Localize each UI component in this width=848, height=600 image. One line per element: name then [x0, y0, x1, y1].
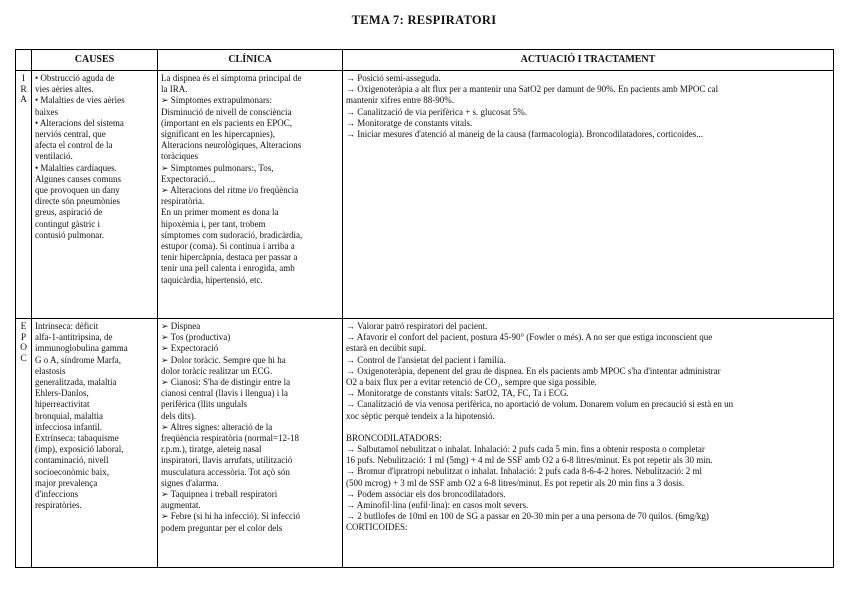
header-clinica: CLÍNICA [158, 50, 343, 71]
cell-actuacio [343, 319, 834, 568]
clinica-line: dolor toràcic realitzar un ECG. [161, 365, 273, 376]
causes-line: bronquial, malaltia [35, 410, 103, 421]
actuacio-line: → Monitoratge de constants vitals. [346, 117, 473, 128]
actuacio-line: → Canalització de via venosa perifèrica, no aportació de volum. Donarem volum en precaució si està en un [346, 399, 734, 410]
actuacio-line: CORTICOIDES: [346, 522, 408, 533]
row-code-letter: C [20, 353, 27, 364]
causes-line: nerviós central, que [35, 129, 106, 140]
row-code-letter: P [20, 332, 27, 343]
actuacio-line: → Valorar patró respiratori del pacient. [346, 321, 488, 331]
causes-line: • Malalties cardíaques. [35, 162, 117, 173]
actuacio-line: → Aminofil·lina (eufil·lina): en casos molt severs. [346, 500, 529, 511]
clinica-line: ➢ Símptomes pulmonars:, Tos, [161, 162, 274, 173]
clinica-line: ➢ Alteracions del ritme i/o freqüència [161, 185, 299, 196]
clinica-line: toràciques [161, 151, 198, 162]
actuacio-line: 16 pufs. Nebulització: 1 ml (5mg) + 4 ml de SSF amb O2 a 6-8 litres/minut. Es pot repetir als 30 min. [346, 455, 713, 466]
row-code [16, 319, 32, 568]
causes-line: contusió pulmonar. [35, 229, 104, 240]
actuacio-line: → Oxigenoteràpia a alt flux per a mantenir una SatO2 per damunt de 90%. En pacients amb MPOC cal [346, 84, 719, 95]
causes-line: contingut gàstric i [35, 218, 100, 229]
causes-line: que provoquen un dany [35, 185, 120, 196]
clinica-line: augmentat. [161, 500, 201, 511]
causes-line: Extrínseca: tabaquisme [35, 433, 119, 444]
clinica-line: Alteracions neurològiques, Alteracions [161, 140, 302, 151]
cell-clinica [158, 319, 343, 568]
clinica-line: hipoxèmia i, per tant, trobem [161, 218, 266, 229]
cell-clinica [158, 71, 343, 319]
causes-line: greus, aspiració de [35, 207, 103, 218]
clinica-line: tenir hipercàpnia, destaca per passar a [161, 252, 298, 263]
causes-line: respiratòries. [35, 500, 82, 511]
cell-causes [32, 71, 158, 319]
clinica-line: Disminució de nivell de consciència [161, 106, 292, 117]
clinica-line: ➢ Cianosi: S'ha de distingir entre la [161, 377, 291, 388]
table-row [16, 71, 834, 319]
clinica-line: ➢ Tos (productiva) [161, 332, 231, 343]
actuacio-line: estarà en decúbit supí. [346, 343, 426, 354]
clinica-line: la IRA. [161, 84, 188, 95]
header-row [16, 50, 834, 71]
actuacio-line [346, 422, 831, 433]
clinica-line: ➢ Febre (si hi ha infecció). Si infecció [161, 511, 300, 522]
causes-line: immunoglobulina gamma [35, 343, 128, 354]
actuacio-line: → Control de l'ansietat del pacient i família. [346, 354, 506, 365]
treatment-table [15, 49, 834, 568]
actuacio-line: (500 mcrog) + 3 ml de SSF amb O2 a 6-8 litres/minut. Es pot repetir als 20 min fins a 3 dosis. [346, 477, 685, 488]
causes-line: generalitzada, malaltia [35, 377, 117, 388]
causes-line: major prevalença [35, 477, 98, 488]
actuacio-line: mantenir xifres entre 88-90%. [346, 95, 454, 106]
causes-line: • Malalties de vies aèries [35, 95, 125, 106]
causes-line: infecciosa infantil. [35, 421, 102, 432]
row-code-letter: I [21, 74, 26, 84]
actuacio-line: → Afavorir el confort del pacient, postura 45-90° (Fowler o més). A no ser que estiga inconscient que [346, 332, 713, 343]
clinica-line: ➢ Dolor toràcic. Sempre que hi ha [161, 354, 286, 365]
causes-line: alfa-1-antitripsina, de [35, 332, 113, 343]
clinica-line: ➢ Dispnea [161, 321, 201, 331]
clinica-line: Expectoració... [161, 173, 216, 184]
row-code-letter: E [20, 322, 27, 332]
actuacio-line: → Iniciar mesures d'atenció al maneig de la causa (farmacologia). Broncodilatadores, corticoides... [346, 129, 703, 140]
clinica-line: freqüència respiratòria (normal=12-18 [161, 433, 300, 444]
actuacio-line: → Bromur d'ipratropi nebulitzat o inhalat. Inhalació: 2 pufs cada 8-6-4-2 hores. Nebulització: 2 ml [346, 466, 703, 477]
row-code-letter: R [20, 84, 27, 95]
causes-line: Algunes causes comuns [35, 173, 121, 184]
causes-line: socioeconòmic baix, [35, 466, 109, 477]
actuacio-line: xoc sèptic perquè tendeix a la hipotensió. [346, 410, 495, 421]
actuacio-line: BRONCODILATADORS: [346, 432, 442, 443]
actuacio-line: → Posició semi-asseguda. [346, 73, 441, 83]
causes-line: vies aèries altes. [35, 84, 94, 95]
clinica-line: En un primer moment es dona la [161, 207, 279, 218]
row-code-letter: O [20, 343, 27, 353]
causes-line: G o A, síndrome Marfa, [35, 354, 121, 365]
clinica-line: (important en els pacients en EPOC, [161, 117, 292, 128]
cell-actuacio [343, 71, 834, 319]
actuacio-line: → Podem associar els dos broncodilatadors. [346, 488, 506, 499]
clinica-line: estupor (coma). Si continua i arriba a [161, 241, 295, 252]
causes-line: Intrínseca: dèficit [35, 321, 99, 331]
causes-line: • Obstrucció aguda de [35, 73, 115, 83]
actuacio-line: → Monitoratge de constants vitals: SatO2, TA, FC, Ta i ECG. [346, 388, 569, 399]
clinica-line: dels dits). [161, 410, 196, 421]
clinica-line: perifèrica (llits ungulals [161, 399, 247, 410]
causes-line: ventilació. [35, 151, 73, 162]
clinica-line: cianosi central (llavis i llengua) i la [161, 388, 288, 399]
actuacio-line: O2 a baix flux per a evitar retenció de CO₂, sempre que siga possible. [346, 377, 597, 388]
header-code [16, 50, 32, 71]
clinica-line: respiratòria. [161, 196, 205, 207]
clinica-line: significant en les hipercapnies), [161, 129, 275, 140]
causes-line: • Alteracions del sistema [35, 117, 124, 128]
actuacio-line: → Salbutamol nebulitzat o inhalat. Inhalació: 2 pufs cada 5 min. fins a obtenir resposta o completar [346, 444, 705, 455]
clinica-line: podem preguntar per el color dels [161, 522, 283, 533]
causes-line: contaminació, nivell [35, 455, 109, 466]
clinica-line: inspiratori, llavis arrufats, utilització [161, 455, 293, 466]
causes-line: directe són pneumònies [35, 196, 120, 207]
header-actuacio: ACTUACIÓ I TRACTAMENT [343, 50, 834, 71]
clinica-line: ➢ Altres signes: alteració de la [161, 421, 273, 432]
clinica-line: ➢ Símptomes extrapulmonars: [161, 95, 273, 106]
causes-line: elastosis [35, 365, 66, 376]
actuacio-line: → Oxigenoteràpia, depenent del grau de dispnea. En els pacients amb MPOC s'ha d'intentar administrar [346, 365, 721, 376]
table-row [16, 319, 834, 568]
cell-causes [32, 319, 158, 568]
clinica-line: musculatura accessòria. Tot açò són [161, 466, 290, 477]
row-code-letter: A [20, 95, 27, 105]
causes-line: hiperreactivitat [35, 399, 90, 410]
causes-line: (imp), exposició laboral, [35, 444, 124, 455]
actuacio-line: → 2 butllofes de 10ml en 100 de SG a passar en 20-30 min per a una persona de 70 quilos. (6mg/kg) [346, 511, 709, 522]
clinica-line: taquicàrdia, hipertensió, etc. [161, 274, 263, 285]
causes-line: afecta el control de la [35, 140, 113, 151]
clinica-line: ➢ Expectoració [161, 343, 219, 354]
clinica-line: símptomes com sudoració, bradicàrdia, [161, 229, 303, 240]
page-title: TEMA 7: RESPIRATORI [351, 13, 497, 27]
header-causes: CAUSES [32, 50, 158, 71]
clinica-line: r.p.m.), tiratge, aleteig nasal [161, 444, 262, 455]
causes-line: baixes [35, 106, 58, 117]
causes-line: Ehlers-Danlos, [35, 388, 89, 399]
clinica-line: ➢ Taquipnea i treball respiratori [161, 489, 278, 500]
clinica-line: signes d'alarma. [161, 477, 219, 488]
causes-line: d'infeccions [35, 489, 79, 500]
clinica-line: tenir una pell calenta i enrogida, amb [161, 263, 295, 274]
row-code [16, 71, 32, 319]
actuacio-line: → Canalització de via perifèrica + s. glucosat 5%. [346, 106, 528, 117]
clinica-line: La dispnea és el símptoma principal de [161, 73, 302, 83]
